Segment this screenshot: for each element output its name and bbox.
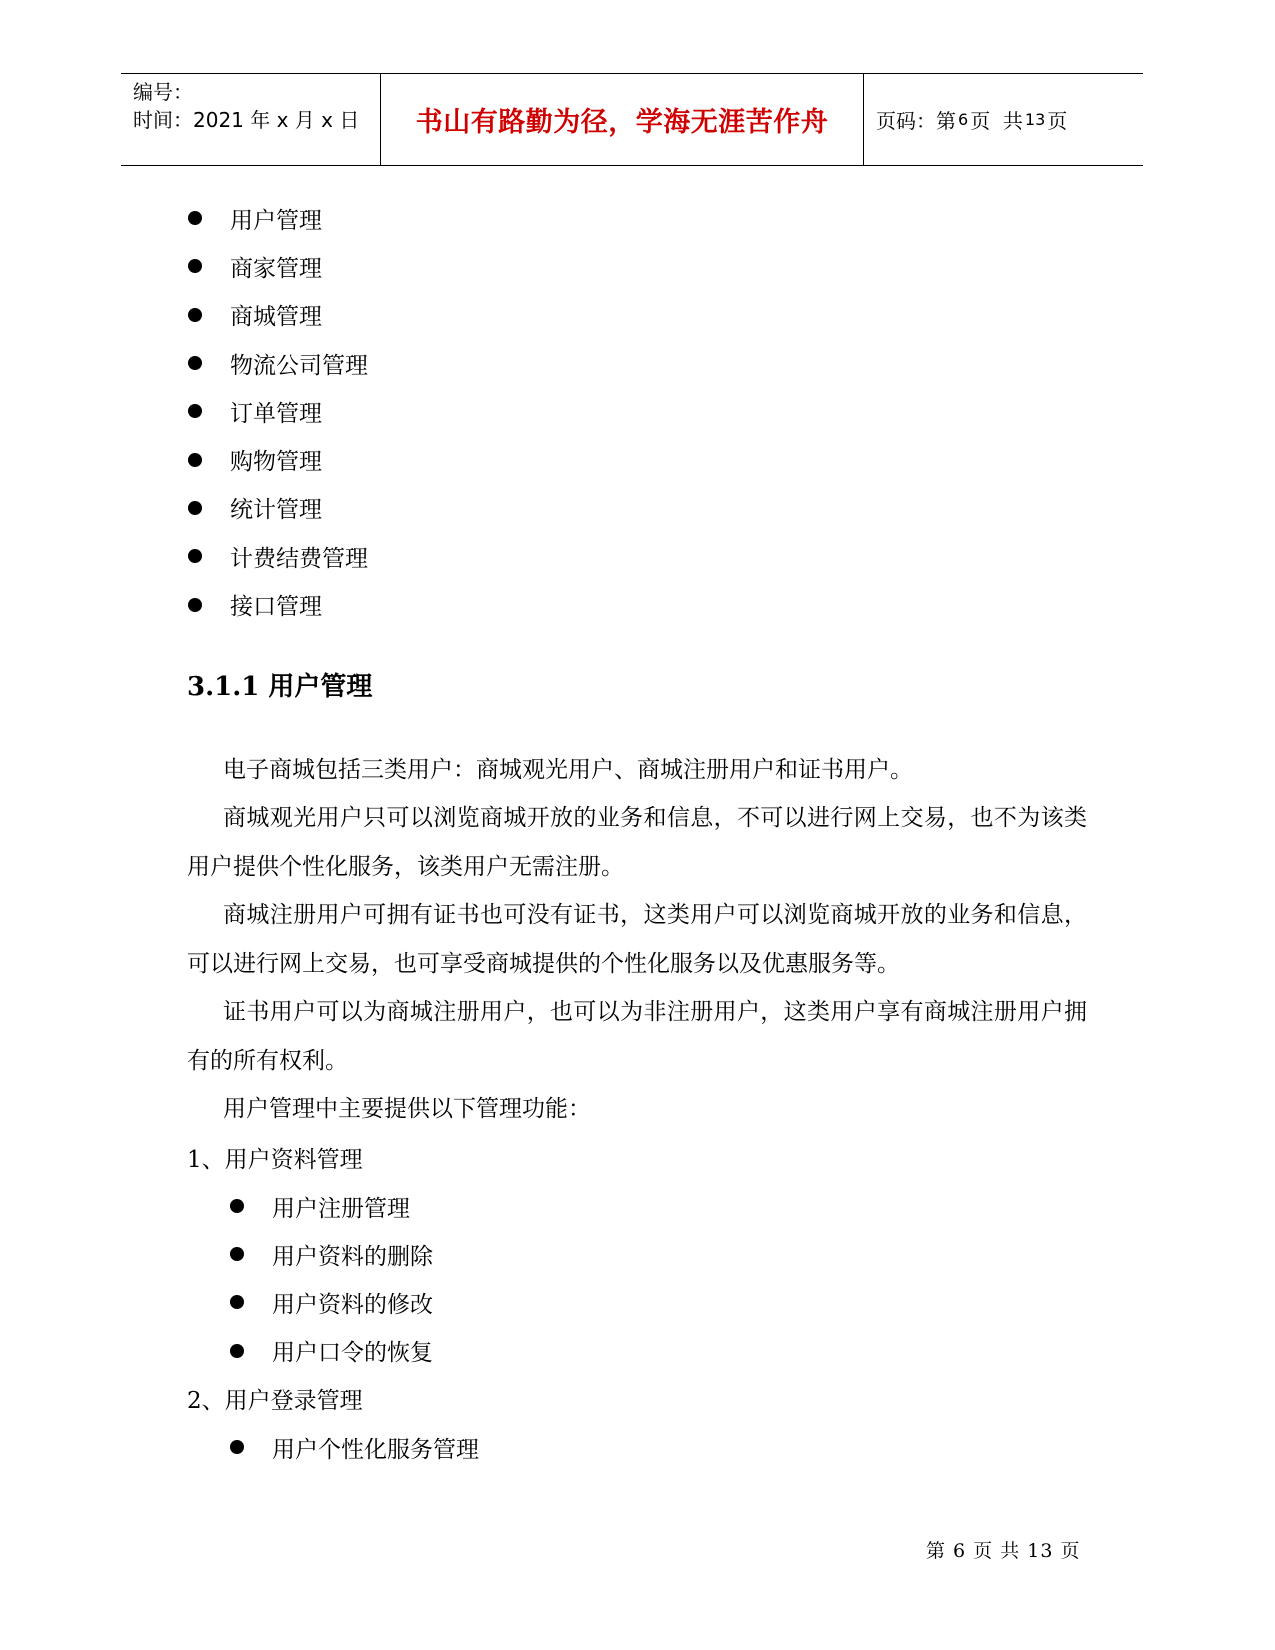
list-item: 订单管理 xyxy=(188,387,368,435)
paragraph: 用户管理中主要提供以下管理功能： xyxy=(223,1096,591,1122)
list-item: 用户口令的恢复 xyxy=(230,1327,433,1375)
list-item: 用户注册管理 xyxy=(230,1182,433,1230)
list-item: 用户资料的修改 xyxy=(230,1278,433,1326)
bullet-icon xyxy=(188,211,202,225)
list-item: 接口管理 xyxy=(188,580,368,628)
bullet-icon xyxy=(188,501,202,515)
bullet-icon xyxy=(188,598,202,612)
header-motto xyxy=(381,74,864,165)
bullet-icon xyxy=(188,356,202,370)
list-item: 购物管理 xyxy=(188,435,368,483)
page-footer: 第 6 页 共 13 页 xyxy=(926,1540,1081,1562)
module-list xyxy=(188,194,368,629)
list-item: 统计管理 xyxy=(188,484,368,532)
paragraph: 电子商城包括三类用户：商城观光用户、商城注册用户和证书用户。 xyxy=(223,757,913,783)
motto-text: 书山有路勤为径，学海无涯苦作舟 xyxy=(415,107,829,138)
bullet-icon xyxy=(230,1247,244,1261)
header-meta xyxy=(121,74,381,165)
paragraph: 商城观光用户只可以浏览商城开放的业务和信息，不可以进行网上交易，也不为该类用户提供个性化服务，该类用户无需注册。 xyxy=(187,805,1087,880)
time-label: 时间：2021 年 x 月 x 日 xyxy=(133,108,360,132)
bullet-icon xyxy=(230,1199,244,1213)
bullet-icon xyxy=(188,549,202,563)
bullet-icon xyxy=(188,404,202,418)
bullet-icon xyxy=(188,453,202,467)
numbered-item-title: 2、用户登录管理 xyxy=(187,1388,363,1414)
page-mid: 页 共 xyxy=(970,109,1023,133)
page-header xyxy=(121,73,1143,166)
page-suffix: 页 xyxy=(1047,109,1068,133)
bullet-icon xyxy=(188,308,202,322)
numbered-item-title: 1、用户资料管理 xyxy=(187,1147,363,1173)
paragraph: 证书用户可以为商城注册用户，也可以为非注册用户，这类用户享有商城注册用户拥有的所有权利。 xyxy=(187,999,1087,1074)
paragraph: 商城注册用户可拥有证书也可没有证书，这类用户可以浏览商城开放的业务和信息，可以进行网上交易，也可享受商城提供的个性化服务以及优惠服务等。 xyxy=(187,902,1087,977)
page-current: 6 xyxy=(958,110,969,129)
bullet-icon xyxy=(230,1440,244,1454)
page-total: 13 xyxy=(1024,110,1046,129)
user-data-list xyxy=(230,1182,433,1375)
header-page-number xyxy=(864,74,1143,165)
page-prefix: 页码：第 xyxy=(876,109,956,133)
list-item: 用户个性化服务管理 xyxy=(230,1423,479,1471)
list-item: 商家管理 xyxy=(188,242,368,290)
list-item: 用户管理 xyxy=(188,194,368,242)
bullet-icon xyxy=(230,1344,244,1358)
bullet-icon xyxy=(188,259,202,273)
user-login-list xyxy=(230,1423,479,1471)
bullet-icon xyxy=(230,1295,244,1309)
list-item: 物流公司管理 xyxy=(188,339,368,387)
section-heading: 3.1.1 用户管理 xyxy=(187,672,373,702)
serial-label: 编号： xyxy=(133,80,193,104)
list-item: 用户资料的删除 xyxy=(230,1230,433,1278)
list-item: 计费结费管理 xyxy=(188,532,368,580)
list-item: 商城管理 xyxy=(188,291,368,339)
